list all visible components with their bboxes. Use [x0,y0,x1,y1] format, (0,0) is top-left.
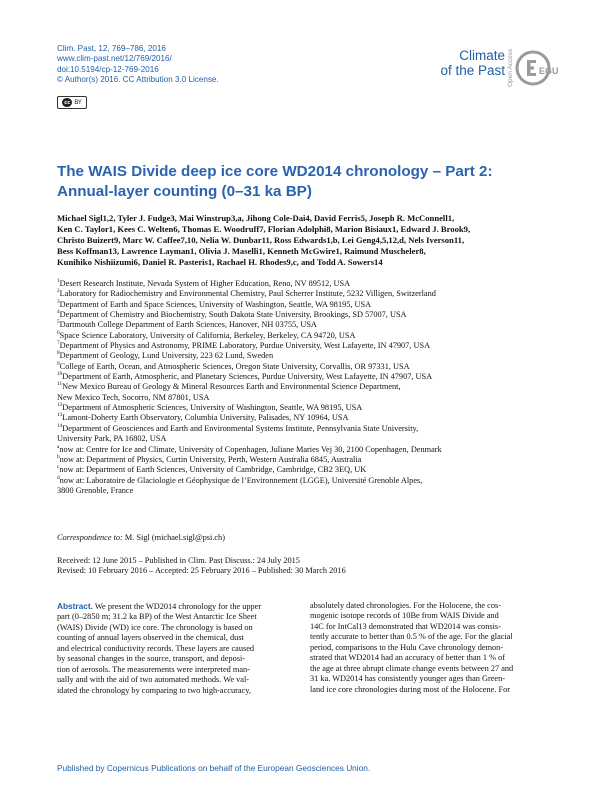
doi-link[interactable]: doi:10.5194/cp-12-769-2016 [57,64,159,74]
dates-line2: Revised: 10 February 2016 – Accepted: 25 February 2016 – Published: 30 March 2016 [57,566,346,576]
egu-text: EGU [539,66,559,76]
abstract-line: 31 ka. WD2014 has consistently younger ages than Green- [310,674,506,684]
publication-dates [57,556,346,577]
abstract-column-left [57,601,294,696]
affiliation-item: $^{12}$Department of Atmospheric Sciences, University of Washington, Seattle, WA 98195, USA [57,402,363,413]
affiliation-item: New Mexico Tech, Socorro, NM 87801, USA [57,392,210,402]
open-access-label [505,44,514,88]
correspondence-email-link[interactable]: M. Sigl (michael.sigl@psi.ch) [122,533,225,542]
affiliation-item: $^3$Department of Earth and Space Sciences, University of Washington, Seattle, WA 98195, USA [57,298,372,309]
title-line1: The WAIS Divide deep ice core WD2014 chronology – Part 2: [57,163,493,180]
article-title [57,162,557,201]
affiliation-item: $^d$now at: Laboratoire de Glaciologie et Géophysique de l’Environnement (LGGE), Université Grenoble Alpes, [57,474,423,485]
abstract-line: by seasonal changes in the source, transport, and deposi- [57,654,246,664]
abstract-line: the age at three abrupt climate change events between 27 and [310,663,514,673]
affiliation-item: $^5$Dartmouth College Department of Earth Sciences, Hanover, NH 03755, USA [57,319,317,330]
affiliation-item: $^9$College of Earth, Ocean, and Atmospheric Sciences, Oregon State University, Corvallis, OR 97331, USA [57,360,410,371]
affiliation-item: $^{13}$Lamont-Doherty Earth Observatory, Columbia University, Palisades, NY 10964, USA [57,412,349,423]
cc-icon-label: cc [62,98,72,107]
abstract-heading: Abstract. [57,601,93,611]
citation: Clim. Past, 12, 769–786, 2016 [57,44,166,53]
abstract-line: absolutely dated chronologies. For the Holocene, the cos- [310,601,502,610]
abstract-line: counting of annual layers observed in the chemical, dust [57,633,244,643]
affiliation-item: $^b$now at: Department of Physics, Curtin University, Perth, Western Australia 6845, Australia [57,454,362,464]
affiliation-item: $^{11}$New Mexico Bureau of Geology & Mineral Resources Earth and Environmental Science Department, [57,381,401,392]
abstract-line: idated the chronology by comparing to two high-accuracy, [57,685,251,695]
author-line: Michael Sigl1,2, Tyler J. Fudge3, Mai Winstrup3,a, Jihong Cole-Dai4, David Ferris5, Joseph R. McConnell1, [57,213,455,223]
affiliation-list [57,279,557,496]
affiliation-item: $^c$now at: Department of Earth Sciences, University of Cambridge, Cambridge, CB2 3EQ, UK [57,464,367,475]
affiliation-item: $^8$Department of Geology, Lund University, 223 62 Lund, Sweden [57,350,274,361]
affiliation-item: $^7$Department of Physics and Astronomy, PRIME Laboratory, Purdue University, West Lafayette, IN 47907, USA [57,340,431,351]
journal-name [440,48,505,78]
title-line2: Annual-layer counting (0–31 ka BP) [57,182,312,200]
abstract-line: and electrical conductivity records. These layers are caused [57,643,255,653]
affiliation-item: $^{14}$Department of Geosciences and Earth and Environmental Systems Institute, Pennsylvania State University, [57,423,419,433]
affiliation-item: $^2$Laboratory for Radiochemistry and Environmental Chemistry, Paul Scherrer Institute, 5232 Villigen, Switzerland [57,288,436,299]
abstract-line: tion of aerosols. The measurements were interpreted man- [57,664,250,674]
correspondence [57,533,225,542]
dates-line1: Received: 12 June 2015 – Published in Clim. Past Discuss.: 24 July 2015 [57,556,300,565]
affiliation-item: 3800 Grenoble, France [57,485,134,495]
author-line: Ken C. Taylor1, Kees C. Welten6, Thomas E. Woodruff7, Florian Adolphi8, Marion Bisiaux1, Edward J. Brook9, [57,224,471,235]
affiliation-item: $^{10}$Department of Earth, Atmospheric, and Planetary Sciences, Purdue University, West Lafayette, IN 47907, USA [57,371,433,382]
abstract-line: We present the WD2014 chronology for the upper [92,602,262,611]
affiliation-item: $^a$now at: Centre for Ice and Climate, University of Copenhagen, Juliane Maries Vej 30, 2100 Copenhagen, Denmark [57,443,442,454]
abstract-column-right [310,601,550,695]
abstract-line: ually and with the aid of two automated methods. We val- [57,675,250,685]
journal-name-line2: of the Past [440,63,505,78]
egu-logo-icon [515,50,559,86]
abstract-line: tently accurate to better than 0.5 % of the age. For the glacial [310,632,513,642]
author-line: Christo Buizert9, Marc W. Caffee7,10, Nelia W. Dunbar11, Ross Edwards1,b, Lei Geng4,5,12,d, Nels Iverson11, [57,235,465,246]
abstract-line: (WAIS) Divide (WD) ice core. The chronology is based on [57,622,253,632]
abstract-line: mogenic isotope records of 10Be from WAIS Divide and [310,611,499,621]
cc-by-license-icon[interactable] [57,96,87,109]
affiliation-item: University Park, PA 16802, USA [57,434,167,444]
abstract-line: land ice core chronologies during most of the Holocene. For [310,684,510,694]
article-url-link[interactable]: www.clim-past.net/12/769/2016/ [57,54,172,64]
correspondence-label: Correspondence to: [57,533,123,542]
author-list [57,213,557,268]
abstract-line: period, comparisons to the Hulu Cave chronology demon- [310,642,504,652]
abstract-line: strated that WD2014 had an accuracy of better than 1 % of [310,653,505,663]
author-line: Kunihiko Nishiizumi6, Daniel R. Pasteris1, Rachael H. Rhodes9,c, and Todd A. Sowers14 [57,257,383,268]
author-line: Bess Koffman13, Lawrence Layman1, Olivia J. Maselli1, Kenneth McGwire1, Raimund Muscheler8, [57,246,426,257]
by-icon-label: BY [74,99,82,106]
abstract-line: part (0–2850 m; 31.2 ka BP) of the West Antarctic Ice Sheet [57,612,257,622]
affiliation-item: $^6$Space Science Laboratory, University of California, Berkeley, Berkeley, CA 94720, USA [57,329,356,340]
license-text: © Author(s) 2016. CC Attribution 3.0 License. [57,75,219,85]
article-header [57,44,219,86]
publisher-footer: Published by Copernicus Publications on behalf of the European Geosciences Union. [57,763,371,773]
abstract-line: 14C for IntCal13 demonstrated that WD2014 was consis- [310,621,501,631]
journal-name-line1: Climate [459,48,505,63]
affiliation-item: $^1$Desert Research Institute, Nevada System of Higher Education, Reno, NV 89512, USA [57,278,351,288]
affiliation-item: $^4$Department of Chemistry and Biochemistry, South Dakota State University, Brookings, SD 57007, USA [57,309,407,320]
open-access-text: Open Access [507,48,514,87]
